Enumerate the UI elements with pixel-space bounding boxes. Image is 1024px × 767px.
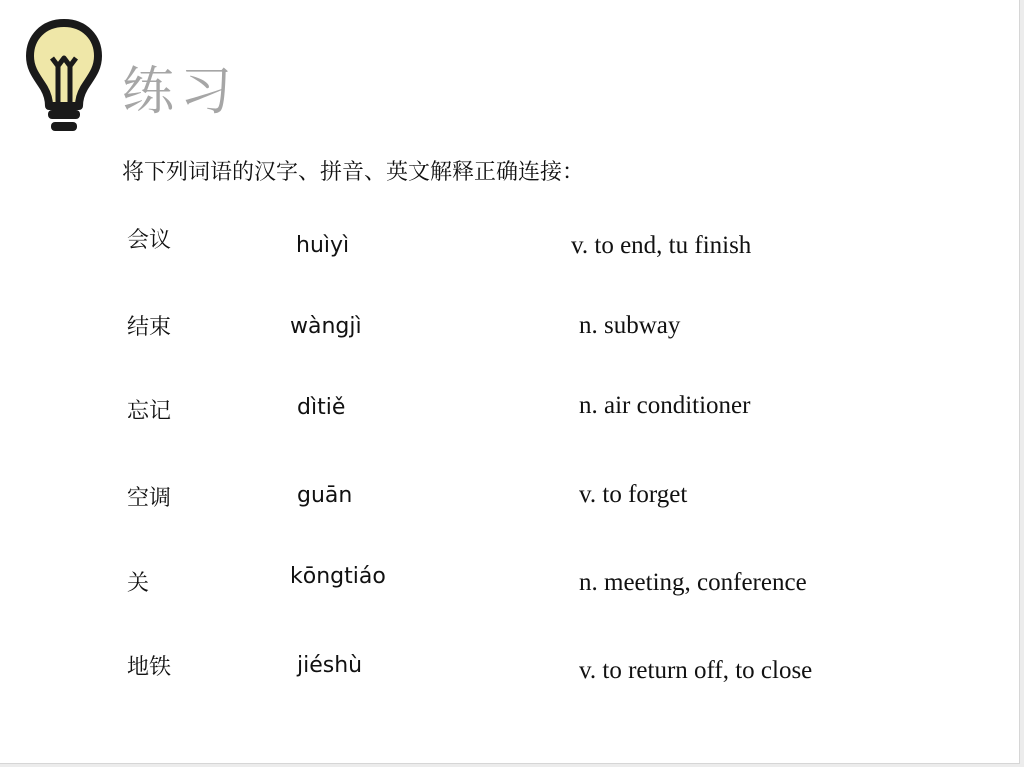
word-item: 关 [127, 571, 150, 596]
word-item: 地铁 [127, 655, 172, 680]
word-item: 会议 [127, 228, 172, 253]
pinyin-item: wàngjì [290, 314, 362, 339]
pinyin-item: huìyì [296, 233, 350, 258]
pinyin-item: kōngtiáo [290, 564, 386, 589]
definition-item: n. meeting, conference [579, 569, 807, 596]
lightbulb-icon [24, 18, 104, 134]
definition-item: n. subway [579, 312, 681, 339]
word-item: 忘记 [127, 399, 172, 424]
pinyin-item: dìtiě [297, 395, 346, 420]
instruction-text: 将下列词语的汉字、拼音、英文解释正确连接： [122, 160, 585, 185]
definition-item: n. air conditioner [579, 392, 751, 419]
pinyin-item: jiéshù [297, 653, 363, 678]
word-item: 空调 [127, 486, 172, 511]
definition-item: v. to return off, to close [579, 657, 813, 684]
word-item: 结束 [127, 315, 172, 340]
pinyin-item: guān [297, 483, 353, 508]
definition-item: v. to end, tu finish [571, 232, 752, 259]
definition-item: v. to forget [579, 481, 688, 508]
page-title: 练习 [122, 62, 239, 122]
